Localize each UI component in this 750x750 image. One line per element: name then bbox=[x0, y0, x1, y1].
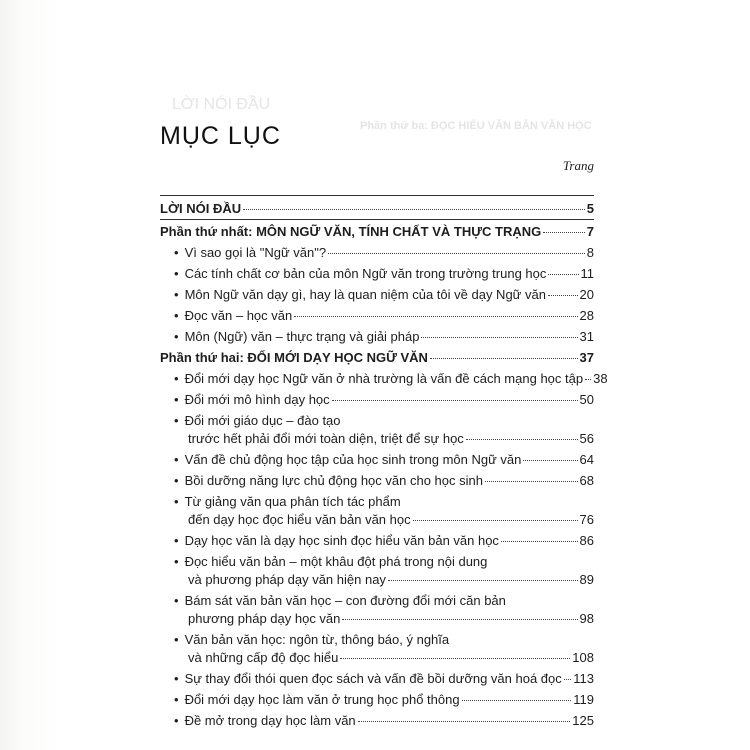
leader-dots bbox=[523, 460, 577, 461]
toc-entry-title: Dạy học văn là dạy học sinh đọc hiểu văn bản văn học bbox=[184, 533, 499, 548]
toc-entry[interactable] bbox=[174, 413, 594, 429]
toc-section-title: Phần thứ hai: ĐỔI MỚI DẠY HỌC NGỮ VĂN bbox=[160, 350, 428, 365]
toc-entry-title-line2: trước hết phải đổi mới toàn diện, triệt để sự học bbox=[188, 431, 464, 446]
toc-entry[interactable] bbox=[174, 713, 594, 729]
divider bbox=[160, 195, 594, 196]
bullet-icon: • bbox=[174, 266, 179, 281]
toc-entry-page: 56 bbox=[579, 431, 594, 446]
bullet-icon: • bbox=[174, 533, 179, 548]
leader-dots bbox=[388, 580, 578, 581]
toc-entry-title: Đề mở trong dạy học làm văn bbox=[184, 713, 356, 728]
leader-dots bbox=[564, 679, 572, 680]
bullet-icon: • bbox=[174, 287, 179, 302]
toc-section[interactable] bbox=[160, 350, 594, 366]
toc-entry-title: Bám sát văn bản văn học – con đường đổi mới căn bản bbox=[184, 593, 506, 608]
page-title: MỤC LỤC bbox=[160, 122, 281, 150]
bullet-icon: • bbox=[174, 329, 179, 344]
toc-entry-page: 113 bbox=[573, 671, 594, 686]
bullet-icon: • bbox=[174, 308, 179, 323]
toc-entry[interactable] bbox=[174, 371, 608, 387]
toc-entry-title: Đọc hiểu văn bản – một khâu đột phá trong nội dung bbox=[184, 554, 488, 569]
toc-entry-page: 5 bbox=[586, 201, 594, 216]
toc-entry-page: 31 bbox=[579, 329, 594, 344]
toc-entry[interactable] bbox=[174, 308, 594, 324]
toc-entry-title: LỜI NÓI ĐẦU bbox=[160, 201, 242, 216]
toc-entry-title: Môn (Ngữ) văn – thực trạng và giải pháp bbox=[184, 329, 420, 344]
toc-entry[interactable] bbox=[174, 452, 594, 468]
bullet-icon: • bbox=[174, 473, 179, 488]
bleed-through-text: Phần thứ ba: ĐỌC HIỂU VĂN BẢN VĂN HỌC bbox=[360, 120, 592, 132]
leader-dots bbox=[430, 358, 578, 359]
toc-entry-title: Đổi mới dạy học làm văn ở trung học phổ thông bbox=[184, 692, 460, 707]
toc-entry-page: 89 bbox=[579, 572, 594, 587]
toc-entry[interactable] bbox=[174, 632, 594, 648]
toc-entry-title: Các tính chất cơ bản của môn Ngữ văn trong trường trung học bbox=[184, 266, 547, 281]
leader-dots bbox=[421, 337, 577, 338]
toc-entry-title: Môn Ngữ văn dạy gì, hay là quan niệm của tôi về dạy Ngữ văn bbox=[184, 287, 546, 302]
bullet-icon: • bbox=[174, 413, 179, 428]
toc-entry-continuation[interactable] bbox=[188, 512, 594, 528]
toc-entry-title-line2: và những cấp độ đọc hiểu bbox=[188, 650, 339, 665]
toc-entry-title: Từ giảng văn qua phân tích tác phẩm bbox=[184, 494, 401, 509]
toc-entry-title-line2: đến dạy học đọc hiểu văn bản văn học bbox=[188, 512, 411, 527]
toc-entry-title-line2: và phương pháp dạy văn hiện nay bbox=[188, 572, 386, 587]
toc-section[interactable] bbox=[160, 224, 594, 240]
toc-entry-title: Văn bản văn học: ngôn từ, thông báo, ý nghĩa bbox=[184, 632, 450, 647]
toc-entry-page: 125 bbox=[572, 713, 594, 728]
leader-dots bbox=[243, 209, 585, 210]
divider bbox=[160, 219, 594, 220]
toc-entry-continuation[interactable] bbox=[188, 611, 594, 627]
toc-entry-page: 37 bbox=[579, 350, 594, 365]
toc-entry[interactable] bbox=[174, 329, 594, 345]
bullet-icon: • bbox=[174, 593, 179, 608]
toc-section-title: Phần thứ nhất: MÔN NGỮ VĂN, TÍNH CHẤT VÀ THỰC TRẠNG bbox=[160, 224, 542, 239]
bullet-icon: • bbox=[174, 632, 179, 647]
toc-entry-page: 50 bbox=[579, 392, 594, 407]
toc-entry[interactable] bbox=[174, 671, 594, 687]
toc-entry[interactable] bbox=[174, 287, 594, 303]
bullet-icon: • bbox=[174, 692, 179, 707]
leader-dots bbox=[501, 541, 578, 542]
bullet-icon: • bbox=[174, 494, 179, 509]
toc-entry[interactable] bbox=[174, 392, 594, 408]
toc-entry[interactable] bbox=[174, 533, 594, 549]
leader-dots bbox=[548, 274, 578, 275]
bullet-icon: • bbox=[174, 245, 179, 260]
toc-entry[interactable] bbox=[174, 494, 594, 510]
toc-entry-page: 8 bbox=[586, 245, 594, 260]
toc-entry-page: 98 bbox=[579, 611, 594, 626]
leader-dots bbox=[485, 481, 578, 482]
leader-dots bbox=[413, 520, 578, 521]
leader-dots bbox=[585, 379, 591, 380]
page-column-label: Trang bbox=[562, 158, 594, 173]
toc-entry[interactable] bbox=[174, 554, 594, 570]
bullet-icon: • bbox=[174, 452, 179, 467]
toc-entry-page: 108 bbox=[572, 650, 594, 665]
leader-dots bbox=[543, 232, 585, 233]
toc-entry-title: Đổi mới dạy học Ngữ văn ở nhà trường là vấn đề cách mạng học tập bbox=[184, 371, 584, 386]
toc-entry-continuation[interactable] bbox=[188, 431, 594, 447]
toc-entry-page: 38 bbox=[593, 371, 608, 386]
leader-dots bbox=[294, 316, 577, 317]
toc-entry-title: Sự thay đổi thói quen đọc sách và vấn đề bồi dưỡng văn hoá đọc bbox=[184, 671, 562, 686]
toc-entry-continuation[interactable] bbox=[188, 650, 594, 666]
toc-entry-page: 7 bbox=[586, 224, 594, 239]
toc-entry-title: Vấn đề chủ động học tập của học sinh trong môn Ngữ văn bbox=[184, 452, 522, 467]
toc-entry-page: 20 bbox=[579, 287, 594, 302]
leader-dots bbox=[332, 400, 578, 401]
toc-entry-title: Đọc văn – học văn bbox=[184, 308, 293, 323]
leader-dots bbox=[466, 439, 578, 440]
leader-dots bbox=[548, 295, 578, 296]
bullet-icon: • bbox=[174, 554, 179, 569]
leader-dots bbox=[462, 700, 572, 701]
bleed-through-text: LỜI NÓI ĐẦU bbox=[172, 96, 271, 113]
toc-entry[interactable] bbox=[174, 245, 594, 261]
bullet-icon: • bbox=[174, 671, 179, 686]
leader-dots bbox=[328, 253, 585, 254]
leader-dots bbox=[358, 721, 571, 722]
toc-entry-title-line2: phương pháp dạy học văn bbox=[188, 611, 341, 626]
toc-entry[interactable] bbox=[160, 201, 594, 217]
toc-entry-page: 28 bbox=[579, 308, 594, 323]
toc-entry[interactable] bbox=[174, 266, 594, 282]
toc-entry-page: 119 bbox=[573, 692, 594, 707]
toc-entry-title: Đổi mới mô hình dạy học bbox=[184, 392, 330, 407]
toc-entry-title: Bồi dưỡng năng lực chủ động học văn cho học sinh bbox=[184, 473, 483, 488]
toc-entry[interactable] bbox=[174, 473, 594, 489]
toc-entry-continuation[interactable] bbox=[188, 572, 594, 588]
toc-entry[interactable] bbox=[174, 593, 594, 609]
toc-entry-page: 11 bbox=[580, 266, 594, 281]
toc-entry[interactable] bbox=[174, 692, 594, 708]
toc-entry-page: 86 bbox=[579, 533, 594, 548]
bullet-icon: • bbox=[174, 371, 179, 386]
toc-entry-title: Vì sao gọi là "Ngữ văn"? bbox=[184, 245, 327, 260]
bullet-icon: • bbox=[174, 392, 179, 407]
leader-dots bbox=[340, 658, 570, 659]
toc-entry-page: 76 bbox=[579, 512, 594, 527]
leader-dots bbox=[342, 619, 577, 620]
toc-entry-page: 68 bbox=[579, 473, 594, 488]
bullet-icon: • bbox=[174, 713, 179, 728]
toc-entry-page: 64 bbox=[579, 452, 594, 467]
toc-entry-title: Đổi mới giáo dục – đào tạo bbox=[184, 413, 341, 428]
